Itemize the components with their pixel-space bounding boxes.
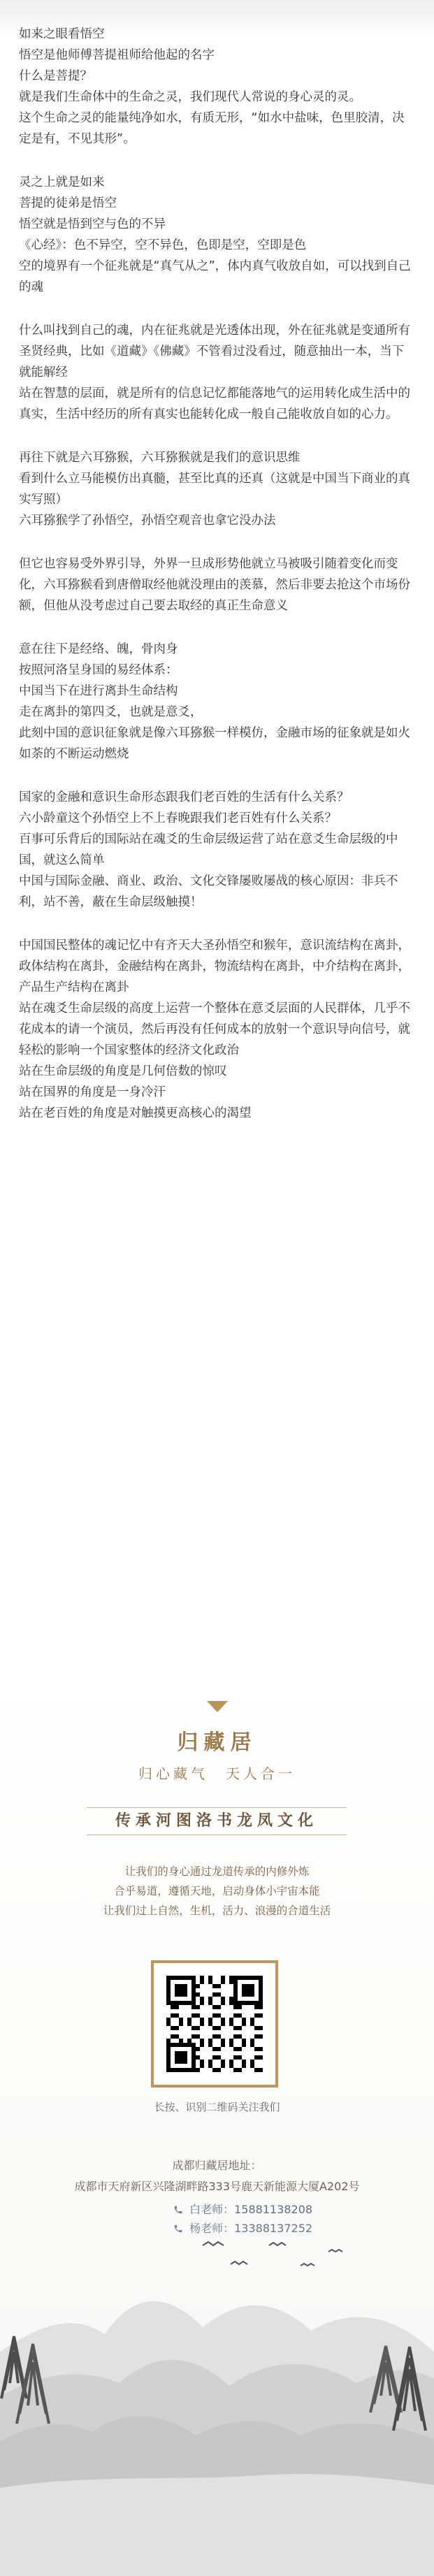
- article-paragraph: [19, 639, 414, 765]
- brand-slogan: 归心藏气 天人合一: [138, 1765, 296, 1782]
- article-line: 百事可乐背后的国际站在魂爻的生命层级运营了站在意爻生命层级的中国，就这么简单: [19, 832, 398, 867]
- article-paragraph: [19, 172, 414, 298]
- brand-triangle-icon: [207, 1701, 228, 1712]
- qr-pattern: [166, 1976, 263, 2072]
- article-line: 什么是菩提？: [19, 69, 92, 83]
- description-line-1: 让我们的身心通过龙道传承的内修外炼: [124, 1865, 310, 1878]
- article-line: 六小龄童这个孙悟空上不上春晚跟我们老百姓有什么关系？: [19, 811, 337, 825]
- qr-code-frame[interactable]: [151, 1960, 278, 2087]
- culture-banner: 传承河图洛书龙凤文化: [87, 1807, 347, 1835]
- article-paragraph: [19, 320, 414, 425]
- brand-name: 归藏居: [177, 1730, 257, 1755]
- description-line-2: 合乎易道，遵循天地，启动身体小宇宙本能: [114, 1885, 320, 1897]
- article-line: 站在智慧的层面，就是所有的信息记忆都能落地气的运用转化成生活中的真实，生活中经历的所有真实也能转化成一般自己能收放自如的心力。: [19, 386, 410, 421]
- article-line: 按照河洛呈身国的易经体系：: [19, 663, 178, 677]
- article-line: 六耳猕猴学了孙悟空，孙悟空观音也拿它没办法: [19, 514, 276, 528]
- qr-caption: 长按、识别二维码关注我们: [154, 2101, 280, 2113]
- article-line: 站在生命层级的角度是几何倍数的惊叹: [19, 1064, 227, 1078]
- address-title: 成都归藏居地址：: [172, 2159, 262, 2172]
- article-line: 站在魂爻生命层级的高度上运营一个整体在意爻层面的人民群体，几乎不花成本的请一个演员，然后再没有任何成本的放射一个意识导向信号，就轻松的影响一个国家整体的经济文化政治: [19, 1001, 410, 1057]
- article-paragraph: [19, 787, 414, 913]
- article-line: 走在离卦的第四爻，也就是意爻，: [19, 705, 203, 719]
- article-line: 站在老百姓的角度是对触摸更高核心的渴望: [19, 1106, 252, 1120]
- article-content: [19, 24, 414, 1146]
- article-line: 中国与国际金融、商业、政治、文化交锋屡败屡战的核心原因：非兵不利，站不善，蔽在生命层级触摸！: [19, 874, 398, 909]
- article-line: 《心经》：色不异空，空不异色，色即是空，空即是色: [19, 238, 307, 252]
- article-line: 悟空就是悟到空与色的不异: [19, 217, 166, 231]
- article-line: 中国当下在进行离卦生命结构: [19, 684, 178, 698]
- description-line-3: 让我们过上自然，生机，活力、浪漫的合道生活: [103, 1904, 331, 1917]
- article-line: 国家的金融和意识生命形态跟我们老百姓的生活有什么关系？: [19, 790, 349, 804]
- article-line: 站在国界的角度是一身冷汗: [19, 1085, 166, 1099]
- article-line: 但它也容易受外界引导，外界一旦成形势他就立马被吸引随着变化而变化，六耳猕猴看到唐僧取经他就没理由的羡慕，然后非要去抢这个市场份额，但他从没考虑过自己要去取经的真正生命意义: [19, 557, 410, 613]
- article-paragraph: [19, 447, 414, 531]
- article-line: 再往下就是六耳猕猴，六耳猕猴就是我们的意识思维: [19, 451, 301, 465]
- article-line: 意在往下是经络、魄，骨肉身: [19, 642, 178, 656]
- article-line: 什么叫找到自己的魂，内在征兆就是光透体出现，外在征兆就是变通所有圣贤经典，比如《道藏》《佛藏》不管看过没看过，随意抽出一本，当下就能解经: [19, 324, 410, 379]
- article-paragraph: [19, 935, 414, 1124]
- article-line: 看到什么立马能模仿出真髓，甚至比真的还真（这就是中国当下商业的真实写照）: [19, 472, 410, 507]
- article-line: 悟空是他师傅菩提祖师给他起的名字: [19, 48, 215, 62]
- article-paragraph: [19, 553, 414, 616]
- address-text: 成都市天府新区兴隆湖畔路333号鹿天新能源大厦A202号: [74, 2180, 360, 2193]
- article-line: 这个生命之灵的能量纯净如水，有质无形，“如水中盐味，色里胶清，决定是有，不见其形”。: [19, 111, 405, 146]
- ink-landscape-illustration: [0, 2208, 434, 2576]
- article-line: 此刻中国的意识征象就是像六耳猕猴一样模仿，金融市场的征象就是如火如荼的不断运动燃烧: [19, 726, 410, 761]
- footer-card: [0, 1663, 434, 2576]
- qr-code[interactable]: [166, 1976, 263, 2072]
- article-line: 如来之眼看悟空: [19, 27, 105, 41]
- article-line: 就是我们生命体中的生命之灵，我们现代人常说的身心灵的灵。: [19, 90, 361, 104]
- article-line: 中国国民整体的魂记忆中有齐天大圣孙悟空和猴年，意识流结构在离卦，政体结构在离卦，金融结构在离卦，物流结构在离卦，中介结构在离卦，产品生产结构在离卦: [19, 939, 410, 994]
- article-line: 空的境界有一个征兆就是“真气从之”，体内真气收放自如，可以找到自己的魂: [19, 259, 411, 294]
- article-paragraph: [19, 24, 414, 150]
- article-line: 菩提的徒弟是悟空: [19, 196, 117, 210]
- qr-module: [259, 2068, 263, 2072]
- article-line: 灵之上就是如来: [19, 175, 105, 189]
